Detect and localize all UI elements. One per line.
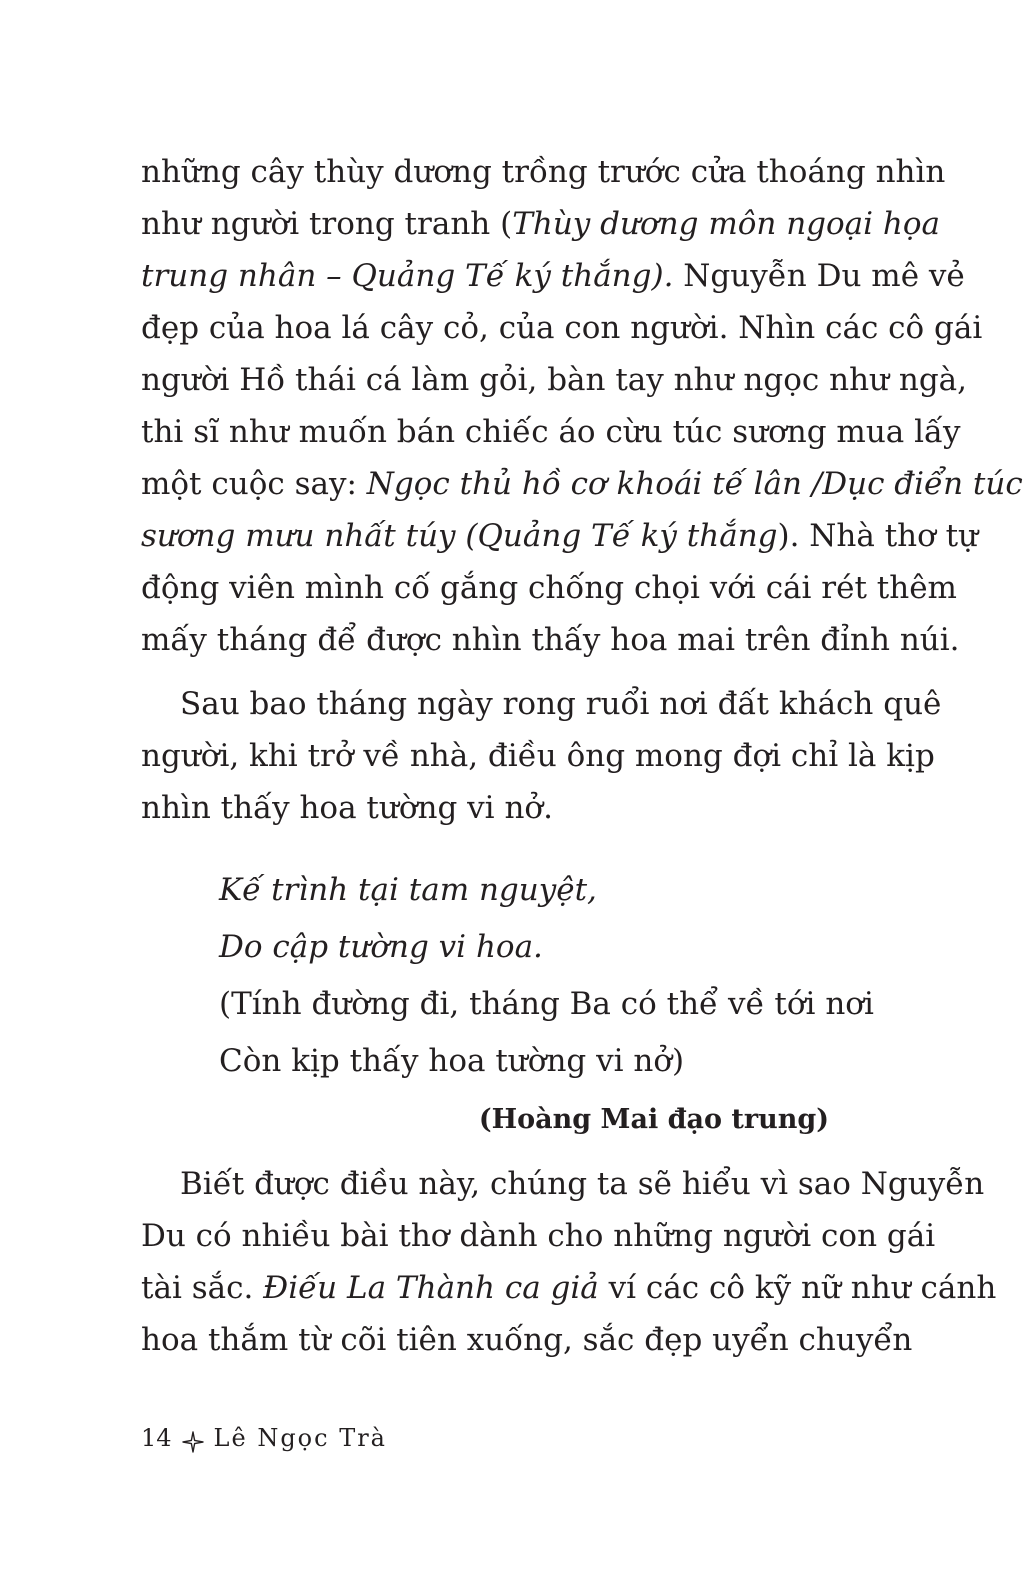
text-line bbox=[141, 302, 983, 354]
text-line bbox=[141, 146, 946, 198]
italic-text: Ngọc thủ hồ cơ khoái tế lân /Dục điển túc bbox=[366, 466, 1023, 502]
italic-text: sương mưu nhất túy (Quảng Tế ký thắng bbox=[141, 518, 778, 554]
page-footer bbox=[141, 1420, 387, 1456]
paragraph-3 bbox=[141, 1158, 997, 1366]
text-line bbox=[141, 354, 967, 406]
text-span: ví các cô kỹ nữ như cánh bbox=[598, 1270, 997, 1306]
poem-line: Còn kịp thấy hoa tường vi nở) bbox=[219, 1043, 685, 1079]
text-span: Du có nhiều bài thơ dành cho những người con gái bbox=[141, 1218, 936, 1254]
text-line bbox=[141, 678, 942, 730]
text-span: hoa thắm từ cõi tiên xuống, sắc đẹp uyển chuyển bbox=[141, 1322, 913, 1358]
text-line bbox=[141, 1262, 997, 1314]
text-line bbox=[141, 562, 957, 614]
poem-quote bbox=[219, 862, 874, 1090]
text-line bbox=[141, 1158, 985, 1210]
text-span: ). Nhà thơ tự bbox=[777, 518, 979, 554]
text-span: Nguyễn Du mê vẻ bbox=[673, 258, 965, 294]
text-span: động viên mình cố gắng chống chọi với cái rét thêm bbox=[141, 570, 957, 606]
author-name: Lê Ngọc Trà bbox=[213, 1424, 387, 1452]
text-line bbox=[141, 614, 960, 666]
italic-text: trung nhân – Quảng Tế ký thắng). bbox=[141, 258, 674, 294]
text-span: người Hồ thái cá làm gỏi, bàn tay như ngọc như ngà, bbox=[141, 362, 967, 398]
text-line bbox=[141, 458, 1023, 510]
italic-text: Điếu La Thành ca giả bbox=[263, 1270, 599, 1306]
page-number: 14 bbox=[141, 1424, 172, 1452]
text-line bbox=[141, 406, 961, 458]
text-line bbox=[141, 1210, 936, 1262]
text-span: Biết được điều này, chúng ta sẽ hiểu vì sao Nguyễn bbox=[180, 1166, 985, 1202]
text-span: tài sắc. bbox=[141, 1270, 264, 1306]
paragraph-1 bbox=[141, 146, 1023, 666]
text-line bbox=[141, 1314, 913, 1366]
poem-line: Kế trình tại tam nguyệt, bbox=[219, 872, 597, 908]
text-span: Sau bao tháng ngày rong ruổi nơi đất khách quê bbox=[180, 686, 942, 722]
paragraph-2 bbox=[141, 678, 942, 834]
text-line bbox=[141, 198, 941, 250]
text-span: một cuộc say: bbox=[141, 466, 367, 502]
text-line bbox=[141, 510, 979, 562]
text-span: người, khi trở về nhà, điều ông mong đợi chỉ là kịp bbox=[141, 738, 935, 774]
text-span: nhìn thấy hoa tường vi nở. bbox=[141, 790, 553, 826]
text-line bbox=[141, 782, 870, 834]
text-line bbox=[141, 250, 965, 302]
text-span: mấy tháng để được nhìn thấy hoa mai trên đỉnh núi. bbox=[141, 622, 960, 658]
text-span: thi sĩ như muốn bán chiếc áo cừu túc sương mua lấy bbox=[141, 414, 961, 450]
text-line bbox=[141, 730, 935, 782]
text-span: những cây thùy dương trồng trước cửa thoáng nhìn bbox=[141, 154, 946, 190]
poem-source: (Hoàng Mai đạo trung) bbox=[478, 1104, 829, 1135]
poem-line: (Tính đường đi, tháng Ba có thể về tới nơi bbox=[219, 986, 874, 1022]
four-point-star-icon bbox=[182, 1427, 204, 1449]
text-span: như người trong tranh ( bbox=[141, 206, 513, 242]
text-span: đẹp của hoa lá cây cỏ, của con người. Nhìn các cô gái bbox=[141, 310, 983, 346]
italic-text: Thùy dương môn ngoại họa bbox=[512, 206, 941, 242]
poem-line: Do cập tường vi hoa. bbox=[219, 929, 543, 965]
